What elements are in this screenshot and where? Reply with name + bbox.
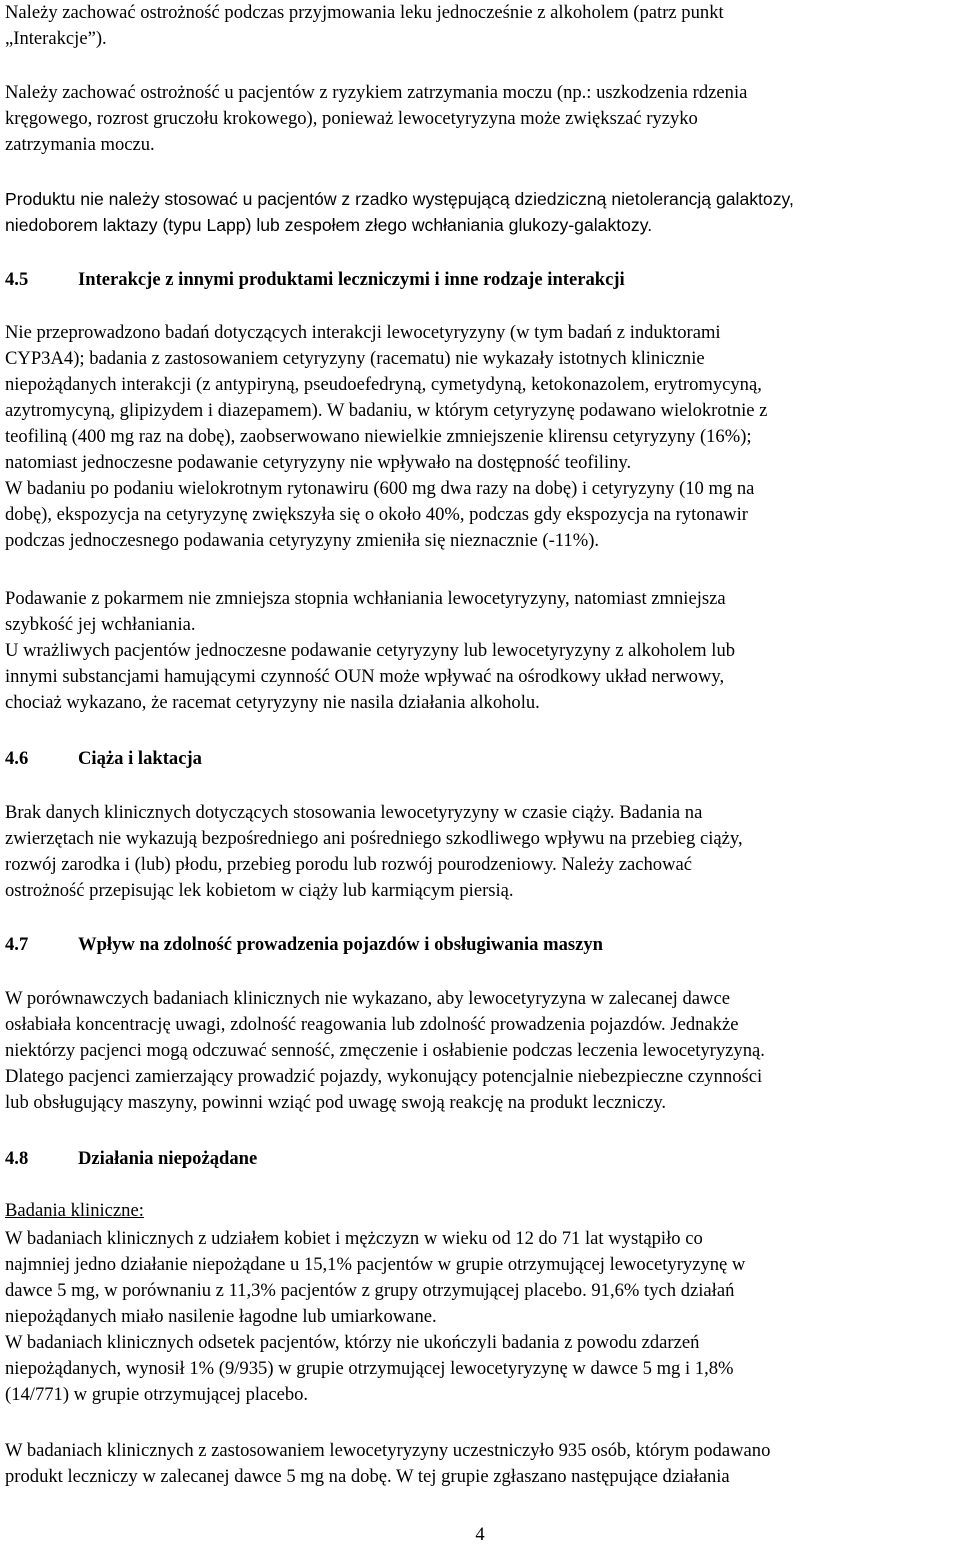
page-number: 4 — [475, 1524, 485, 1545]
paragraph-adverse-effects-1: W badaniach klinicznych z udziałem kobiet i mężczyzn w wieku od 12 do 71 lat wystąpiło co najmniej jedno działanie niepożądane u 15,1% pacjentów w grupie otrzymującej lewocetyryzynę w dawce 5 mg, w porównaniu z 11,3% pacjentów z grupy otrzymującej placebo. 91,6% tych działań niepożądanych miało nasilenie łagodne lub umiarkowane. W badaniach klinicznych odsetek pacjentów, którzy nie ukończyli badania z powodu zdarzeń niepożądanych, wynosił 1% (9/935) w grupie otrzymującej lewocetyryzynę w dawce 5 mg i 1,8% (14/771) w grupie otrzymującej placebo. — [5, 1228, 746, 1405]
section-number: 4.8 — [5, 1148, 29, 1169]
paragraph-pregnancy: Brak danych klinicznych dotyczących stosowania lewocetyryzyny w czasie ciąży. Badania na zwierzętach nie wykazują bezpośredniego ani pośredniego szkodliwego wpływu na przebieg ciąży, rozwój zarodka i (lub) płodu, przebieg porodu lub rozwój pourodzeniowy. Należy zachować ostrożność przepisując lek kobietom w ciąży lub karmiącym piersią. — [5, 802, 743, 901]
section-4-5-heading — [5, 267, 625, 293]
section-number: 4.6 — [5, 748, 29, 769]
paragraph-driving: W porównawczych badaniach klinicznych nie wykazano, aby lewocetyryzyna w zalecanej dawce osłabiała koncentrację uwagi, zdolność reagowania lub zdolność prowadzenia pojazdów. Jednakże niektórzy pacjenci mogą odczuwać senność, zmęczenie i osłabienie podczas leczenia lewocetyryzyną. Dlatego pacjenci zamierzający prowadzić pojazdy, wykonujący potencjalnie niebezpieczne czynności lub obsługujący maszyny, powinni wziąć pod uwagę swoją reakcję na produkt leczniczy. — [5, 988, 765, 1113]
paragraph-galactose-intolerance: Produktu nie należy stosować u pacjentów z rzadko występującą dziedziczną nietolerancją galaktozy, niedoborem laktazy (typu Lapp) lub zespołem złego wchłaniania glukozy-galaktozy. — [5, 189, 794, 235]
section-title: Wpływ na zdolność prowadzenia pojazdów i obsługiwania maszyn — [78, 934, 604, 955]
section-number: 4.5 — [5, 269, 29, 290]
paragraph-urinary-retention: Należy zachować ostrożność u pacjentów z ryzykiem zatrzymania moczu (np.: uszkodzenia rdzenia kręgowego, rozrost gruczołu krokowego), ponieważ lewocetyryzyna może zwiększać ryzyko zatrzymania moczu. — [5, 82, 748, 155]
paragraph-alcohol-caution: Należy zachować ostrożność podczas przyjmowania leku jednocześnie z alkoholem (patrz punkt „Interakcje”). — [5, 2, 724, 49]
section-title: Interakcje z innymi produktami leczniczymi i inne rodzaje interakcji — [78, 269, 625, 290]
section-4-7-heading — [5, 932, 603, 958]
section-4-8-heading — [5, 1146, 257, 1172]
section-number: 4.7 — [5, 934, 29, 955]
section-title: Działania niepożądane — [78, 1148, 258, 1169]
section-title: Ciąża i laktacja — [78, 748, 202, 769]
section-4-6-heading — [5, 746, 202, 772]
subheading-clinical-trials: Badania kliniczne: — [5, 1200, 144, 1221]
paragraph-adverse-effects-2: W badaniach klinicznych z zastosowaniem lewocetyryzyny uczestniczyło 935 osób, którym podawano produkt leczniczy w zalecanej dawce 5 mg na dobę. W tej grupie zgłaszano następujące działania — [5, 1440, 771, 1487]
paragraph-interactions-2: Podawanie z pokarmem nie zmniejsza stopnia wchłaniania lewocetyryzyny, natomiast zmniejsza szybkość jej wchłaniania. U wrażliwych pacjentów jednoczesne podawanie cetyryzyny lub lewocetyryzyny z alkoholem lub innymi substancjami hamującymi czynność OUN może wpływać na ośrodkowy układ nerwowy, chociaż wykazano, że racemat cetyryzyny nie nasila działania alkoholu. — [5, 588, 736, 713]
paragraph-interactions-1: Nie przeprowadzono badań dotyczących interakcji lewocetyryzyny (w tym badań z induktorami CYP3A4); badania z zastosowaniem cetyryzyny (racematu) nie wykazały istotnych klinicznie niepożądanych interakcji (z antypiryną, pseudoefedryną, cymetydyną, ketokonazolem, erytromycyną, azytromycyną, glipizydem i diazepamem). W badaniu, w którym cetyryzynę podawano wielokrotnie z teofiliną (400 mg raz na dobę), zaobserwowano niewielkie zmniejszenie klirensu cetyryzyny (16%); natomiast jednoczesne podawanie cetyryzyny nie wpływało na dostępność teofiliny. W badaniu po podaniu wielokrotnym rytonawiru (600 mg dwa razy na dobę) i cetyryzyny (10 mg na dobę), ekspozycja na cetyryzynę zwiększyła się o około 40%, podczas gdy ekspozycja na rytonawir podczas jednoczesnego podawania cetyryzyny zmieniła się nieznacznie (-11%). — [5, 322, 768, 551]
